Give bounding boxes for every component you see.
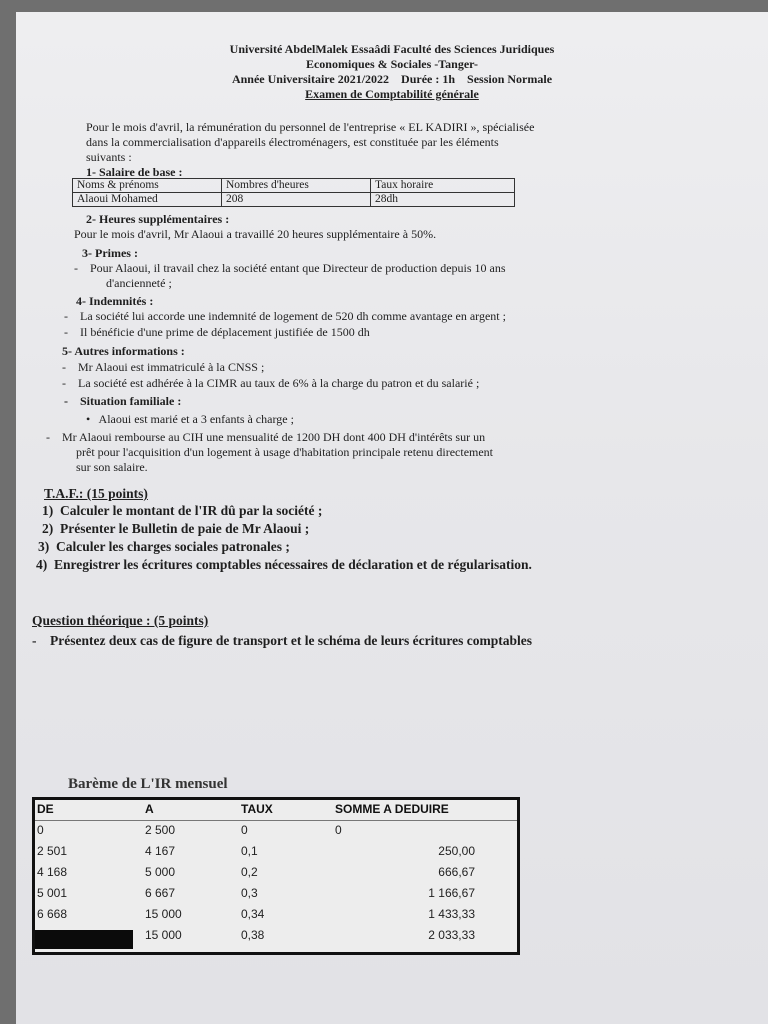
bareme-cell-r3-c0: 5 001	[37, 886, 68, 900]
exam-title: Examen de Comptabilité générale	[305, 87, 479, 101]
bareme-header-2: TAUX	[241, 802, 273, 816]
section-indemnites-title: 4- Indemnités :	[76, 294, 154, 308]
section-situation-bullet: • Alaoui est marié et a 3 enfants à charge ;	[86, 412, 294, 426]
bareme-cell-r4-c2: 0,34	[241, 907, 265, 921]
section-heures-title: 2- Heures supplémentaires :	[86, 212, 230, 226]
taf-item-3: 3) Calculer les charges sociales patronales ;	[38, 539, 290, 554]
section-primes-line-1: - Pour Alaoui, il travail chez la société entant que Directeur de production depuis 10 ans	[74, 261, 506, 275]
section-primes-line-2: d'ancienneté ;	[106, 276, 172, 290]
salary-name-cell: Alaoui Mohamed	[73, 193, 222, 207]
section-situation-title: - Situation familiale :	[64, 394, 182, 408]
bareme-cell-r3-c2: 0,3	[241, 886, 258, 900]
bareme-cell-r1-c2: 0,1	[241, 844, 258, 858]
bareme-cell-r5-c1: 15 000	[145, 928, 182, 942]
taf-item-1: 1) Calculer le montant de l'IR dû par la société ;	[42, 503, 323, 518]
section-situation-line-3: sur son salaire.	[76, 460, 148, 474]
exam-page	[16, 12, 768, 1024]
salary-col-rate: Taux horaire	[371, 179, 515, 193]
bareme-header-3: SOMME A DEDUIRE	[335, 802, 449, 816]
header-faculty: Economiques & Sociales -Tanger-	[305, 57, 479, 71]
section-autres-title: 5- Autres informations :	[62, 344, 185, 358]
question-title: Question théorique : (5 points)	[32, 613, 209, 628]
bareme-cell-r3-c1: 6 667	[145, 886, 176, 900]
bareme-cell-r4-c0: 6 668	[37, 907, 68, 921]
bareme-cell-r5-c2: 0,38	[241, 928, 265, 942]
bareme-cell-r2-c1: 5 000	[145, 865, 176, 879]
salary-rate-cell: 28dh	[371, 193, 515, 207]
salary-table-row	[73, 193, 515, 207]
section-indemnites-line-2: - Il bénéficie d'une prime de déplacement justifiée de 1500 dh	[64, 325, 370, 339]
header-year: Année Universitaire 2021/2022 Durée : 1h Session Normale	[231, 72, 553, 86]
bareme-title: Barème de L'IR mensuel	[68, 776, 228, 792]
bareme-cell-r2-c3: 666,67	[438, 865, 475, 879]
taf-title: T.A.F.: (15 points)	[44, 486, 148, 501]
bareme-cell-r2-c2: 0,2	[241, 865, 258, 879]
salary-col-hours: Nombres d'heures	[222, 179, 371, 193]
taf-item-4: 4) Enregistrer les écritures comptables nécessaires de déclaration et de régularisation.	[36, 557, 532, 572]
section-autres-line-2: - La société est adhérée à la CIMR au taux de 6% à la charge du patron et du salarié ;	[62, 376, 480, 390]
bareme-cell-r1-c1: 4 167	[145, 844, 176, 858]
section-indemnites-line-1: - La société lui accorde une indemnité de logement de 520 dh comme avantage en argent ;	[64, 309, 506, 323]
bareme-cell-r1-c3: 250,00	[438, 844, 475, 858]
question-text: - Présentez deux cas de figure de transport et le schéma de leurs écritures comptables	[32, 633, 533, 648]
bareme-cell-r1-c0: 2 501	[37, 844, 68, 858]
bareme-cell-r0-c2: 0	[241, 823, 248, 837]
section-situation-line-1: - Mr Alaoui rembourse au CIH une mensualité de 1200 DH dont 400 DH d'intérêts sur un	[46, 430, 486, 444]
redacted-cell	[35, 930, 133, 949]
bareme-header-1: A	[145, 802, 154, 816]
section-primes-title: 3- Primes :	[82, 246, 138, 260]
salary-table	[72, 178, 515, 207]
intro-line-3: suivants :	[86, 150, 132, 164]
section-autres-line-1: - Mr Alaoui est immatriculé à la CNSS ;	[62, 360, 265, 374]
bareme-cell-r5-c3: 2 033,33	[428, 928, 475, 942]
bareme-cell-r0-c3: 0	[335, 823, 342, 837]
intro-line-2: dans la commercialisation d'appareils électroménagers, est constituée par les éléments	[86, 135, 499, 149]
bareme-cell-r4-c1: 15 000	[145, 907, 182, 921]
section-heures-text: Pour le mois d'avril, Mr Alaoui a travaillé 20 heures supplémentaire à 50%.	[74, 227, 437, 241]
section-salaire-title: 1- Salaire de base :	[86, 165, 183, 179]
salary-hours-cell: 208	[222, 193, 371, 207]
bareme-header-rule	[35, 820, 517, 821]
bareme-header-0: DE	[37, 802, 54, 816]
bareme-cell-r4-c3: 1 433,33	[428, 907, 475, 921]
header-university: Université AbdelMalek Essaâdi Faculté des Sciences Juridiques	[229, 42, 555, 56]
bareme-cell-r2-c0: 4 168	[37, 865, 68, 879]
bareme-cell-r0-c0: 0	[37, 823, 44, 837]
bareme-cell-r3-c3: 1 166,67	[428, 886, 475, 900]
bareme-cell-r0-c1: 2 500	[145, 823, 176, 837]
bareme-table	[32, 797, 520, 955]
taf-item-2: 2) Présenter le Bulletin de paie de Mr Alaoui ;	[42, 521, 310, 536]
salary-col-name: Noms & prénoms	[73, 179, 222, 193]
intro-line-1: Pour le mois d'avril, la rémunération du personnel de l'entreprise « EL KADIRI », spécialisée	[86, 120, 535, 134]
section-situation-line-2: prêt pour l'acquisition d'un logement à usage d'habitation principale retenu directement	[76, 445, 494, 459]
salary-table-header	[73, 179, 515, 193]
bareme-grid	[35, 800, 517, 952]
